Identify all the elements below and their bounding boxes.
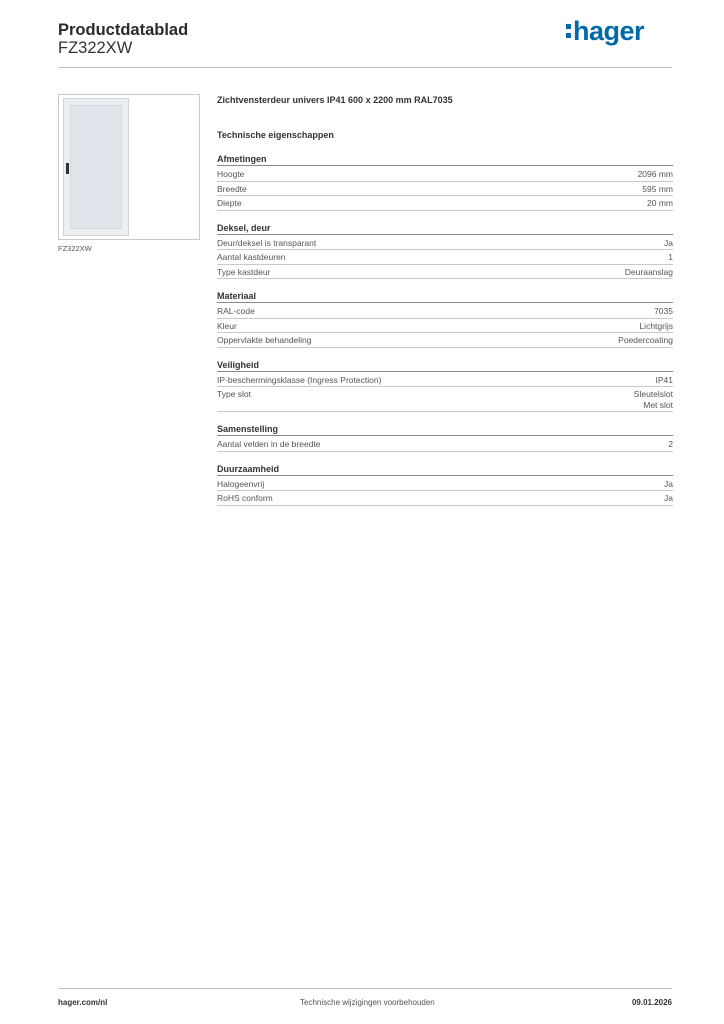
spec-group — [217, 359, 673, 413]
spec-group — [217, 153, 673, 211]
spec-label: Type kastdeur — [217, 266, 271, 277]
hager-logo — [566, 16, 644, 46]
spec-row — [217, 477, 673, 492]
door-window — [70, 105, 122, 229]
spec-group — [217, 290, 673, 348]
spec-value — [656, 375, 674, 386]
spec-row — [217, 196, 673, 211]
spec-groups — [217, 153, 673, 506]
group-title: Deksel, deur — [217, 222, 673, 235]
spec-value-line: IP41 — [655, 374, 673, 385]
spec-row — [217, 250, 673, 265]
spec-content — [217, 94, 673, 506]
spec-group — [217, 423, 673, 452]
spec-label: Aantal velden in de breedte — [217, 439, 321, 449]
spec-value-line: Lichtgrijs — [639, 320, 673, 331]
door-handle — [66, 163, 69, 174]
spec-label: IP-beschermingsklasse (Ingress Protection) — [217, 374, 382, 385]
product-image — [58, 94, 200, 240]
spec-value-line: Ja — [664, 237, 673, 248]
group-title: Veiligheid — [217, 359, 673, 372]
spec-value-line: Sleutelslot — [633, 389, 673, 399]
spec-value-line: 2 — [668, 439, 673, 449]
spec-label: Deur/deksel is transparant — [217, 237, 317, 248]
spec-value — [664, 238, 673, 249]
spec-value — [668, 439, 673, 450]
footer-website: hager.com/nl — [58, 998, 108, 1007]
page-title: Productdatablad — [58, 21, 189, 39]
footer-disclaimer: Technische wijzigingen voorbehouden — [300, 998, 435, 1007]
spec-row — [217, 236, 673, 251]
spec-group — [217, 222, 673, 280]
spec-value-line: 2096 mm — [637, 169, 673, 179]
spec-label: Diepte — [217, 198, 242, 208]
group-title: Materiaal — [217, 290, 673, 303]
spec-row — [217, 491, 673, 506]
spec-value-line: 1 — [668, 252, 673, 262]
spec-row — [217, 304, 673, 319]
spec-value — [642, 184, 673, 195]
spec-value — [634, 389, 673, 410]
spec-label: RAL-code — [217, 306, 255, 316]
spec-row — [217, 387, 673, 412]
image-caption: FZ322XW — [58, 244, 92, 253]
spec-value-line: Ja — [664, 478, 673, 489]
product-title: Zichtvensterdeur univers IP41 600 x 2200 mm RAL7035 — [217, 95, 453, 105]
group-title: Duurzaamheid — [217, 463, 673, 476]
spec-row — [217, 182, 673, 197]
spec-value — [638, 169, 673, 180]
spec-value — [664, 479, 673, 490]
spec-value-line: Ja — [664, 493, 673, 503]
spec-group — [217, 463, 673, 506]
header-divider — [58, 67, 672, 68]
spec-value-line: 7035 — [654, 306, 673, 316]
section-title: Technische eigenschappen — [217, 130, 334, 140]
spec-value-line: 20 mm — [647, 198, 673, 208]
spec-value — [618, 335, 673, 346]
logo-dots-icon — [566, 24, 571, 38]
spec-value-line: 595 mm — [642, 183, 673, 194]
spec-value-line: Deuraanslag — [624, 266, 673, 277]
spec-row — [217, 319, 673, 334]
product-code: FZ322XW — [58, 39, 133, 57]
spec-value-line: Poedercoating — [618, 335, 673, 345]
spec-value — [625, 267, 673, 278]
door-icon — [63, 98, 129, 236]
spec-value-line: Met slot — [643, 399, 673, 410]
spec-row — [217, 437, 673, 452]
spec-row — [217, 265, 673, 280]
spec-label: Type slot — [217, 389, 252, 399]
spec-label: RoHS conform — [217, 493, 273, 503]
spec-label: Aantal kastdeuren — [217, 252, 286, 262]
group-title: Afmetingen — [217, 153, 673, 166]
spec-value — [639, 321, 673, 332]
footer-divider — [58, 988, 672, 989]
logo-text: hager — [573, 16, 645, 46]
spec-label: Halogeenvrij — [217, 478, 265, 489]
spec-value — [647, 198, 673, 209]
spec-row — [217, 333, 673, 348]
spec-value — [664, 493, 673, 504]
spec-row — [217, 167, 673, 182]
spec-value — [654, 306, 673, 317]
spec-label: Kleur — [217, 320, 237, 331]
spec-row — [217, 373, 673, 388]
group-title: Samenstelling — [217, 423, 673, 436]
footer-date: 09.01.2026 — [631, 998, 672, 1007]
spec-label: Oppervlakte behandeling — [217, 335, 312, 345]
spec-label: Breedte — [217, 183, 247, 194]
spec-label: Hoogte — [217, 169, 245, 179]
spec-value — [668, 252, 673, 263]
